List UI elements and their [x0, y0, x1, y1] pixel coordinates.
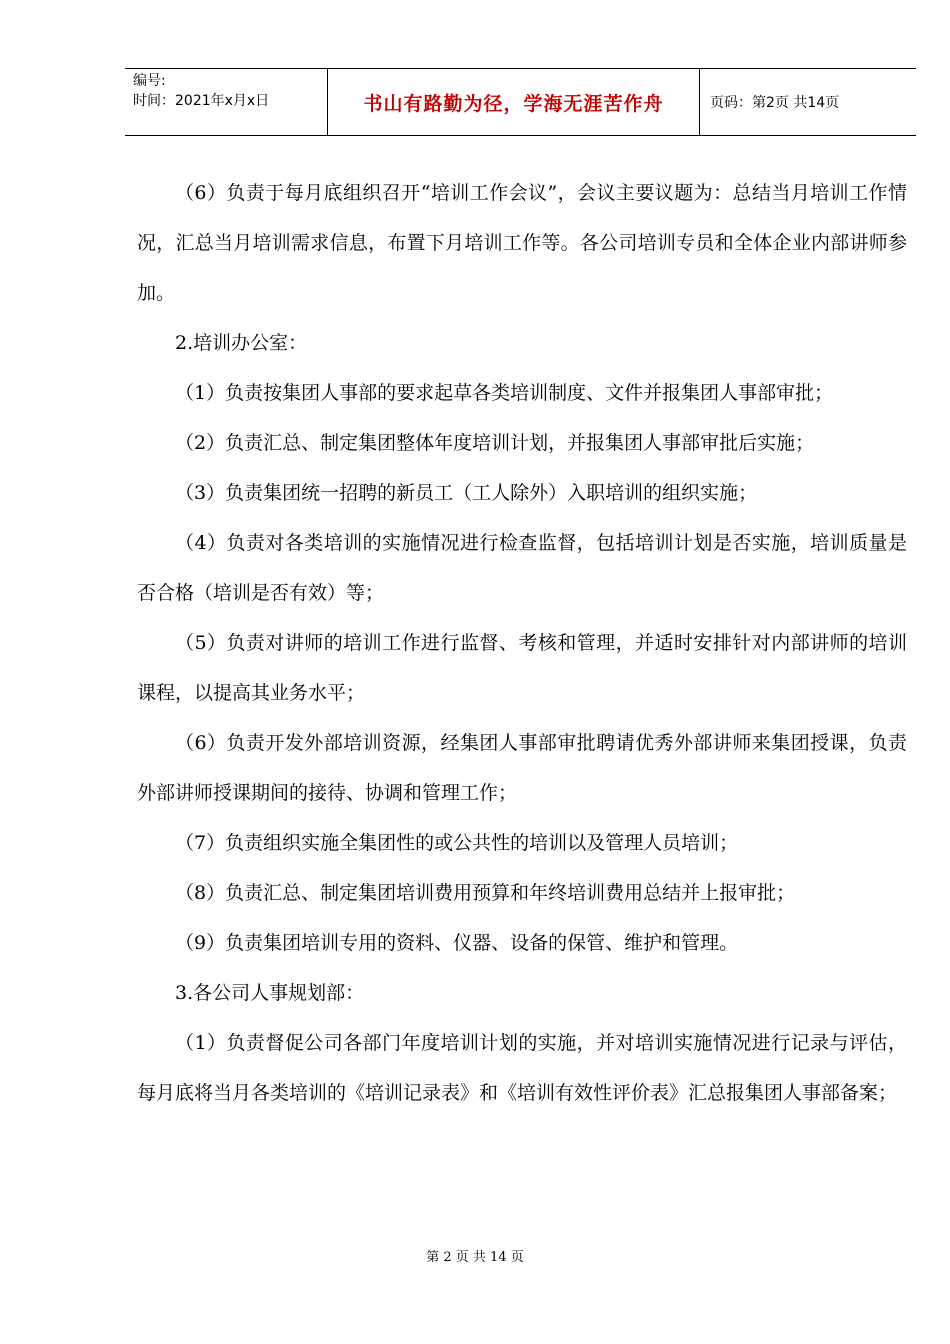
header-motto-cell — [328, 69, 700, 135]
paragraph: （6）负责于每月底组织召开“培训工作会议”，会议主要议题为：总结当月培训工作情况，汇总当月培训需求信息，布置下月培训工作等。各公司培训专员和全体企业内部讲师参加。 — [137, 182, 907, 304]
section-heading: 3.各公司人事规划部： — [175, 982, 365, 1004]
paragraph: （6）负责开发外部培训资源，经集团人事部审批聘请优秀外部讲师来集团授课，负责外部讲师授课期间的接待、协调和管理工作； — [137, 732, 907, 804]
page-footer — [0, 1246, 950, 1265]
paragraph: （3）负责集团统一招聘的新员工（工人除外）入职培训的组织实施； — [175, 482, 758, 504]
document-number-label: 编号: — [133, 73, 166, 89]
paragraph: （1）负责按集团人事部的要求起草各类培训制度、文件并报集团人事部审批； — [175, 382, 834, 404]
paragraph: （7）负责组织实施全集团性的或公共性的培训以及管理人员培训； — [175, 832, 739, 854]
paragraph: （1）负责督促公司各部门年度培训计划的实施，并对培训实施情况进行记录与评估，每月底将当月各类培训的《培训记录表》和《培训有效性评价表》汇总报集团人事部备案； — [137, 1032, 907, 1104]
section-heading: 2.培训办公室： — [175, 332, 308, 354]
paragraph: （9）负责集团培训专用的资料、仪器、设备的保管、维护和管理。 — [175, 932, 739, 954]
header-page-cell — [700, 69, 916, 135]
paragraph: （2）负责汇总、制定集团整体年度培训计划，并报集团人事部审批后实施； — [175, 432, 815, 454]
paragraph: （5）负责对讲师的培训工作进行监督、考核和管理，并适时安排针对内部讲师的培训课程，以提高其业务水平； — [137, 632, 907, 704]
footer-page-number: 第 2 页 共 14 页 — [426, 1250, 524, 1265]
document-date: 时间：2021年x月x日 — [133, 93, 270, 109]
page-header — [125, 68, 916, 136]
header-page-info: 页码：第2页 共14页 — [710, 95, 840, 111]
header-meta-cell — [125, 69, 328, 135]
header-motto: 书山有路勤为径，学海无涯苦作舟 — [363, 92, 664, 115]
document-body — [137, 168, 907, 1118]
paragraph: （8）负责汇总、制定集团培训费用预算和年终培训费用总结并上报审批； — [175, 882, 796, 904]
paragraph: （4）负责对各类培训的实施情况进行检查监督，包括培训计划是否实施，培训质量是否合格（培训是否有效）等； — [137, 532, 907, 604]
